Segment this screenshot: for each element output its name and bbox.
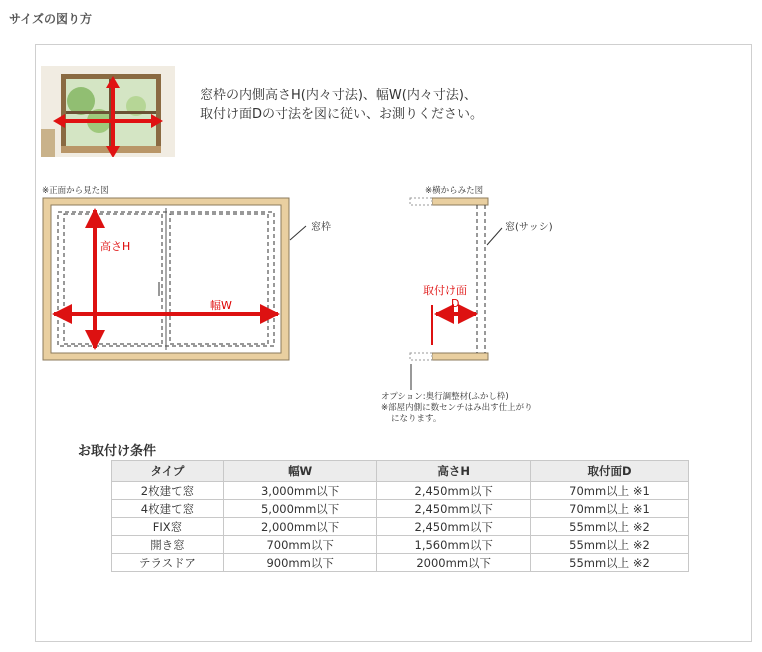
cell-type: 4枚建て窓 — [112, 500, 224, 518]
intro-line-1: 窓枠の内側高さH(内々寸法)、幅W(内々寸法)、 — [200, 88, 477, 103]
header-width: 幅W — [223, 461, 377, 482]
height-label: 高さH — [100, 240, 131, 253]
header-height: 高さH — [377, 461, 531, 482]
note-line-3: になります。 — [391, 414, 442, 424]
mount-label: 取付け面 — [423, 284, 467, 297]
cell-depth: 55mm以上 ※2 — [530, 536, 688, 554]
cell-width: 2,000mm以下 — [223, 518, 377, 536]
intro-line-2: 取付け面Dの寸法を図に従い、お測りください。 — [200, 107, 484, 122]
cell-width: 700mm以下 — [223, 536, 377, 554]
front-view-caption: ※正面から見た図 — [42, 186, 109, 196]
cell-width: 5,000mm以下 — [223, 500, 377, 518]
cell-depth: 70mm以上 ※1 — [530, 500, 688, 518]
cell-height: 2,450mm以下 — [377, 500, 531, 518]
depth-label: D — [451, 297, 460, 310]
note-line-2: ※部屋内側に数センチはみ出す仕上がり — [381, 403, 533, 413]
cell-height: 2,450mm以下 — [377, 518, 531, 536]
conditions-table — [111, 460, 689, 572]
cell-type: 2枚建て窓 — [112, 482, 224, 500]
cell-type: FIX窓 — [112, 518, 224, 536]
width-label: 幅W — [210, 299, 232, 312]
front-view-diagram — [43, 198, 306, 360]
cell-type: テラスドア — [112, 554, 224, 572]
table-row — [112, 518, 689, 536]
side-view-caption: ※横からみた図 — [425, 186, 484, 196]
cell-height: 1,560mm以下 — [377, 536, 531, 554]
cell-width: 3,000mm以下 — [223, 482, 377, 500]
cell-width: 900mm以下 — [223, 554, 377, 572]
cell-depth: 55mm以上 ※2 — [530, 554, 688, 572]
sash-label: 窓(サッシ) — [505, 222, 553, 233]
cell-depth: 55mm以上 ※2 — [530, 518, 688, 536]
option-notes — [381, 392, 533, 425]
table-row — [112, 554, 689, 572]
table-row — [112, 500, 689, 518]
table-header-row — [112, 461, 689, 482]
page-heading: サイズの図り方 — [9, 12, 93, 26]
note-line-1: オプション:奥行調整材(ふかし枠) — [381, 392, 509, 402]
cell-type: 開き窓 — [112, 536, 224, 554]
cell-height: 2000mm以下 — [377, 554, 531, 572]
table-row — [112, 536, 689, 554]
table-row — [112, 482, 689, 500]
cell-height: 2,450mm以下 — [377, 482, 531, 500]
cell-depth: 70mm以上 ※1 — [530, 482, 688, 500]
header-depth: 取付面D — [530, 461, 688, 482]
frame-label: 窓枠 — [311, 222, 331, 233]
header-type: タイプ — [112, 461, 224, 482]
conditions-title: お取付け条件 — [78, 444, 157, 459]
